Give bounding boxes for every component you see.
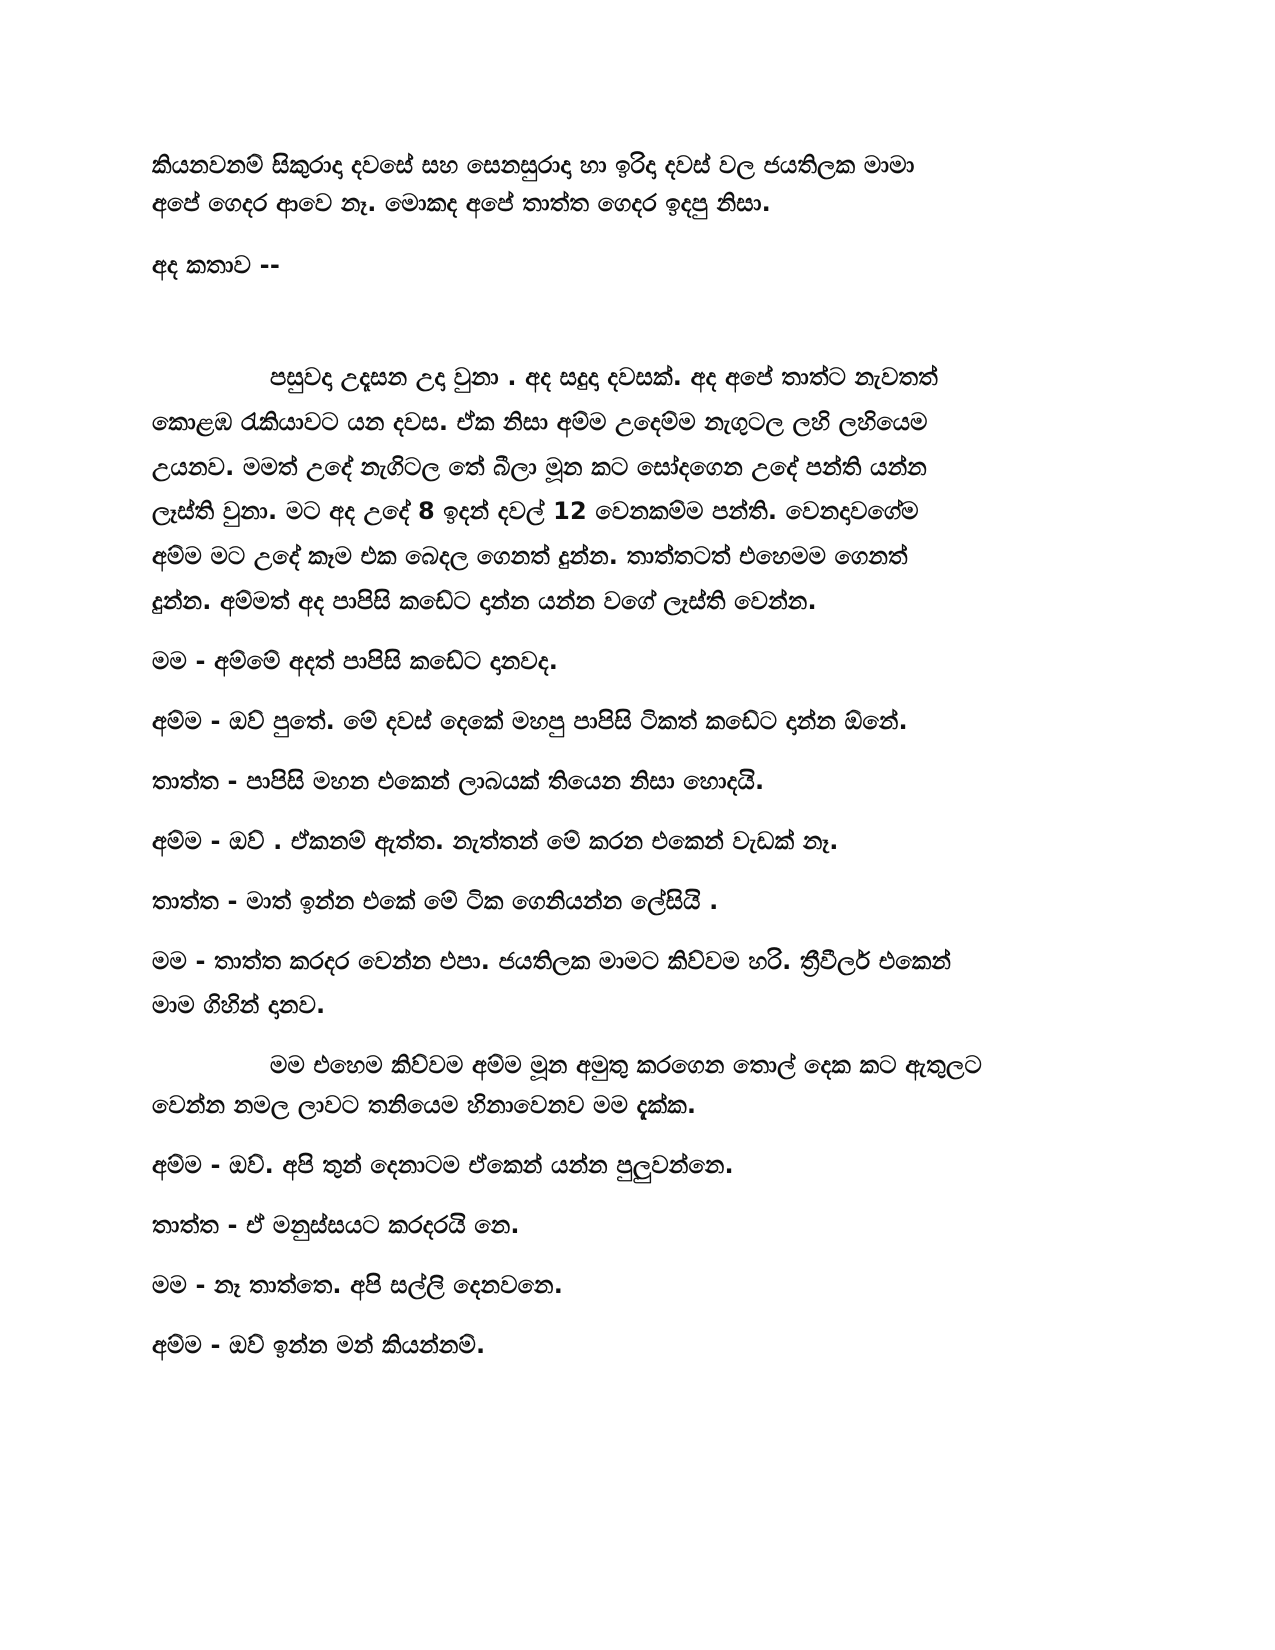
- paragraph-line: ලෑස්ති වුනා. මට අද උදේ 8 ඉදන් දවල් 12 වෙනකම්ම පන්ති. වෙනදාවගේම: [152, 497, 919, 525]
- section-heading: අද කතාව --: [152, 251, 281, 279]
- paragraph-line: වෙන්න නමල ලාවට තනියෙම හිනාවෙනව මම දැක්ක.: [152, 1091, 697, 1119]
- paragraph-line: කොළඹ රැකියාවට යන දවස. ඒක නිසා අම්ම උදෙම්ම නැගුටල ලහි ලහියෙම: [152, 408, 928, 436]
- intro-line: අපේ ගෙදර ආවෙ නෑ. මොකද අපේ තාත්ත ගෙදර ඉදපු නිසා.: [152, 189, 771, 217]
- paragraph-line: මම එහෙම කිව්වම අම්ම මූන අමුතු කරගෙන තොල් දෙක කට ඇතුලට: [270, 1051, 982, 1079]
- paragraph-line: දුන්න. අම්මත් අද පාපිසි කඩේට දාන්න යන්න වගේ ලෑස්ති වෙන්න.: [152, 587, 817, 615]
- dialogue-line: අම්ම - ඔව් . ඒකනම් ඇත්ත. නැත්තන් මේ කරන එකෙන් වැඩක් නෑ.: [152, 827, 839, 855]
- dialogue-line: තාත්ත - ඒ මනුස්සයට කරදරයි නෙ.: [152, 1211, 520, 1239]
- paragraph-line: පසුවදා උදෑසන උදා වුනා . අද සදුදා දවසක්. අද අපේ තාත්ට නැවතත්: [270, 363, 938, 391]
- dialogue-line: අම්ම - ඔව් ඉන්න මන් කියන්නම්.: [152, 1331, 486, 1359]
- dialogue-line: මම - නෑ තාත්තෙ. අපි සල්ලි දෙනවනෙ.: [152, 1271, 564, 1299]
- dialogue-line: තාත්ත - පාපිසි මහන එකෙන් ලාබයක් තියෙන නිසා හොදයි.: [152, 767, 765, 795]
- dialogue-line: මාම ගිහින් දානව.: [152, 991, 326, 1019]
- dialogue-line: තාත්ත - මාත් ඉන්න එකේ මේ ටික ගෙනියන්න ලේසියි .: [152, 887, 719, 915]
- intro-line: කියනවනම් සිකුරාදා දවසේ සහ සෙනසුරාදා හා ඉරිදා දවස් වල ජයතිලක මාමා: [152, 151, 915, 179]
- dialogue-line: මම - අම්මේ අදත් පාපිසි කඩේට දානවද.: [152, 647, 559, 675]
- paragraph-line: අම්ම මට උදේ කෑම එක බෙදල ගෙනත් දුන්න. තාත්තටත් එහෙමම ගෙනත්: [152, 542, 908, 570]
- dialogue-line: මම - තාත්ත කරදර වෙන්න එපා. ජයතිලක මාමට කිව්වම හරි. ත්‍රීවීලර් එකෙන්: [152, 947, 952, 975]
- dialogue-line: අම්ම - ඔව් පුතේ. මේ දවස් දෙකේ මහපු පාපිසි ටිකත් කඩේට දාන්න ඕනේ.: [152, 707, 908, 735]
- dialogue-line: අම්ම - ඔව්. අපි තුන් දෙනාටම ඒකෙන් යන්න පුලුවන්නෙ.: [152, 1151, 734, 1179]
- paragraph-line: උයනව. මමත් උදේ නැගිටල තේ බීලා මූන කට සෝදගෙන උදේ පන්ති යන්න: [152, 453, 927, 481]
